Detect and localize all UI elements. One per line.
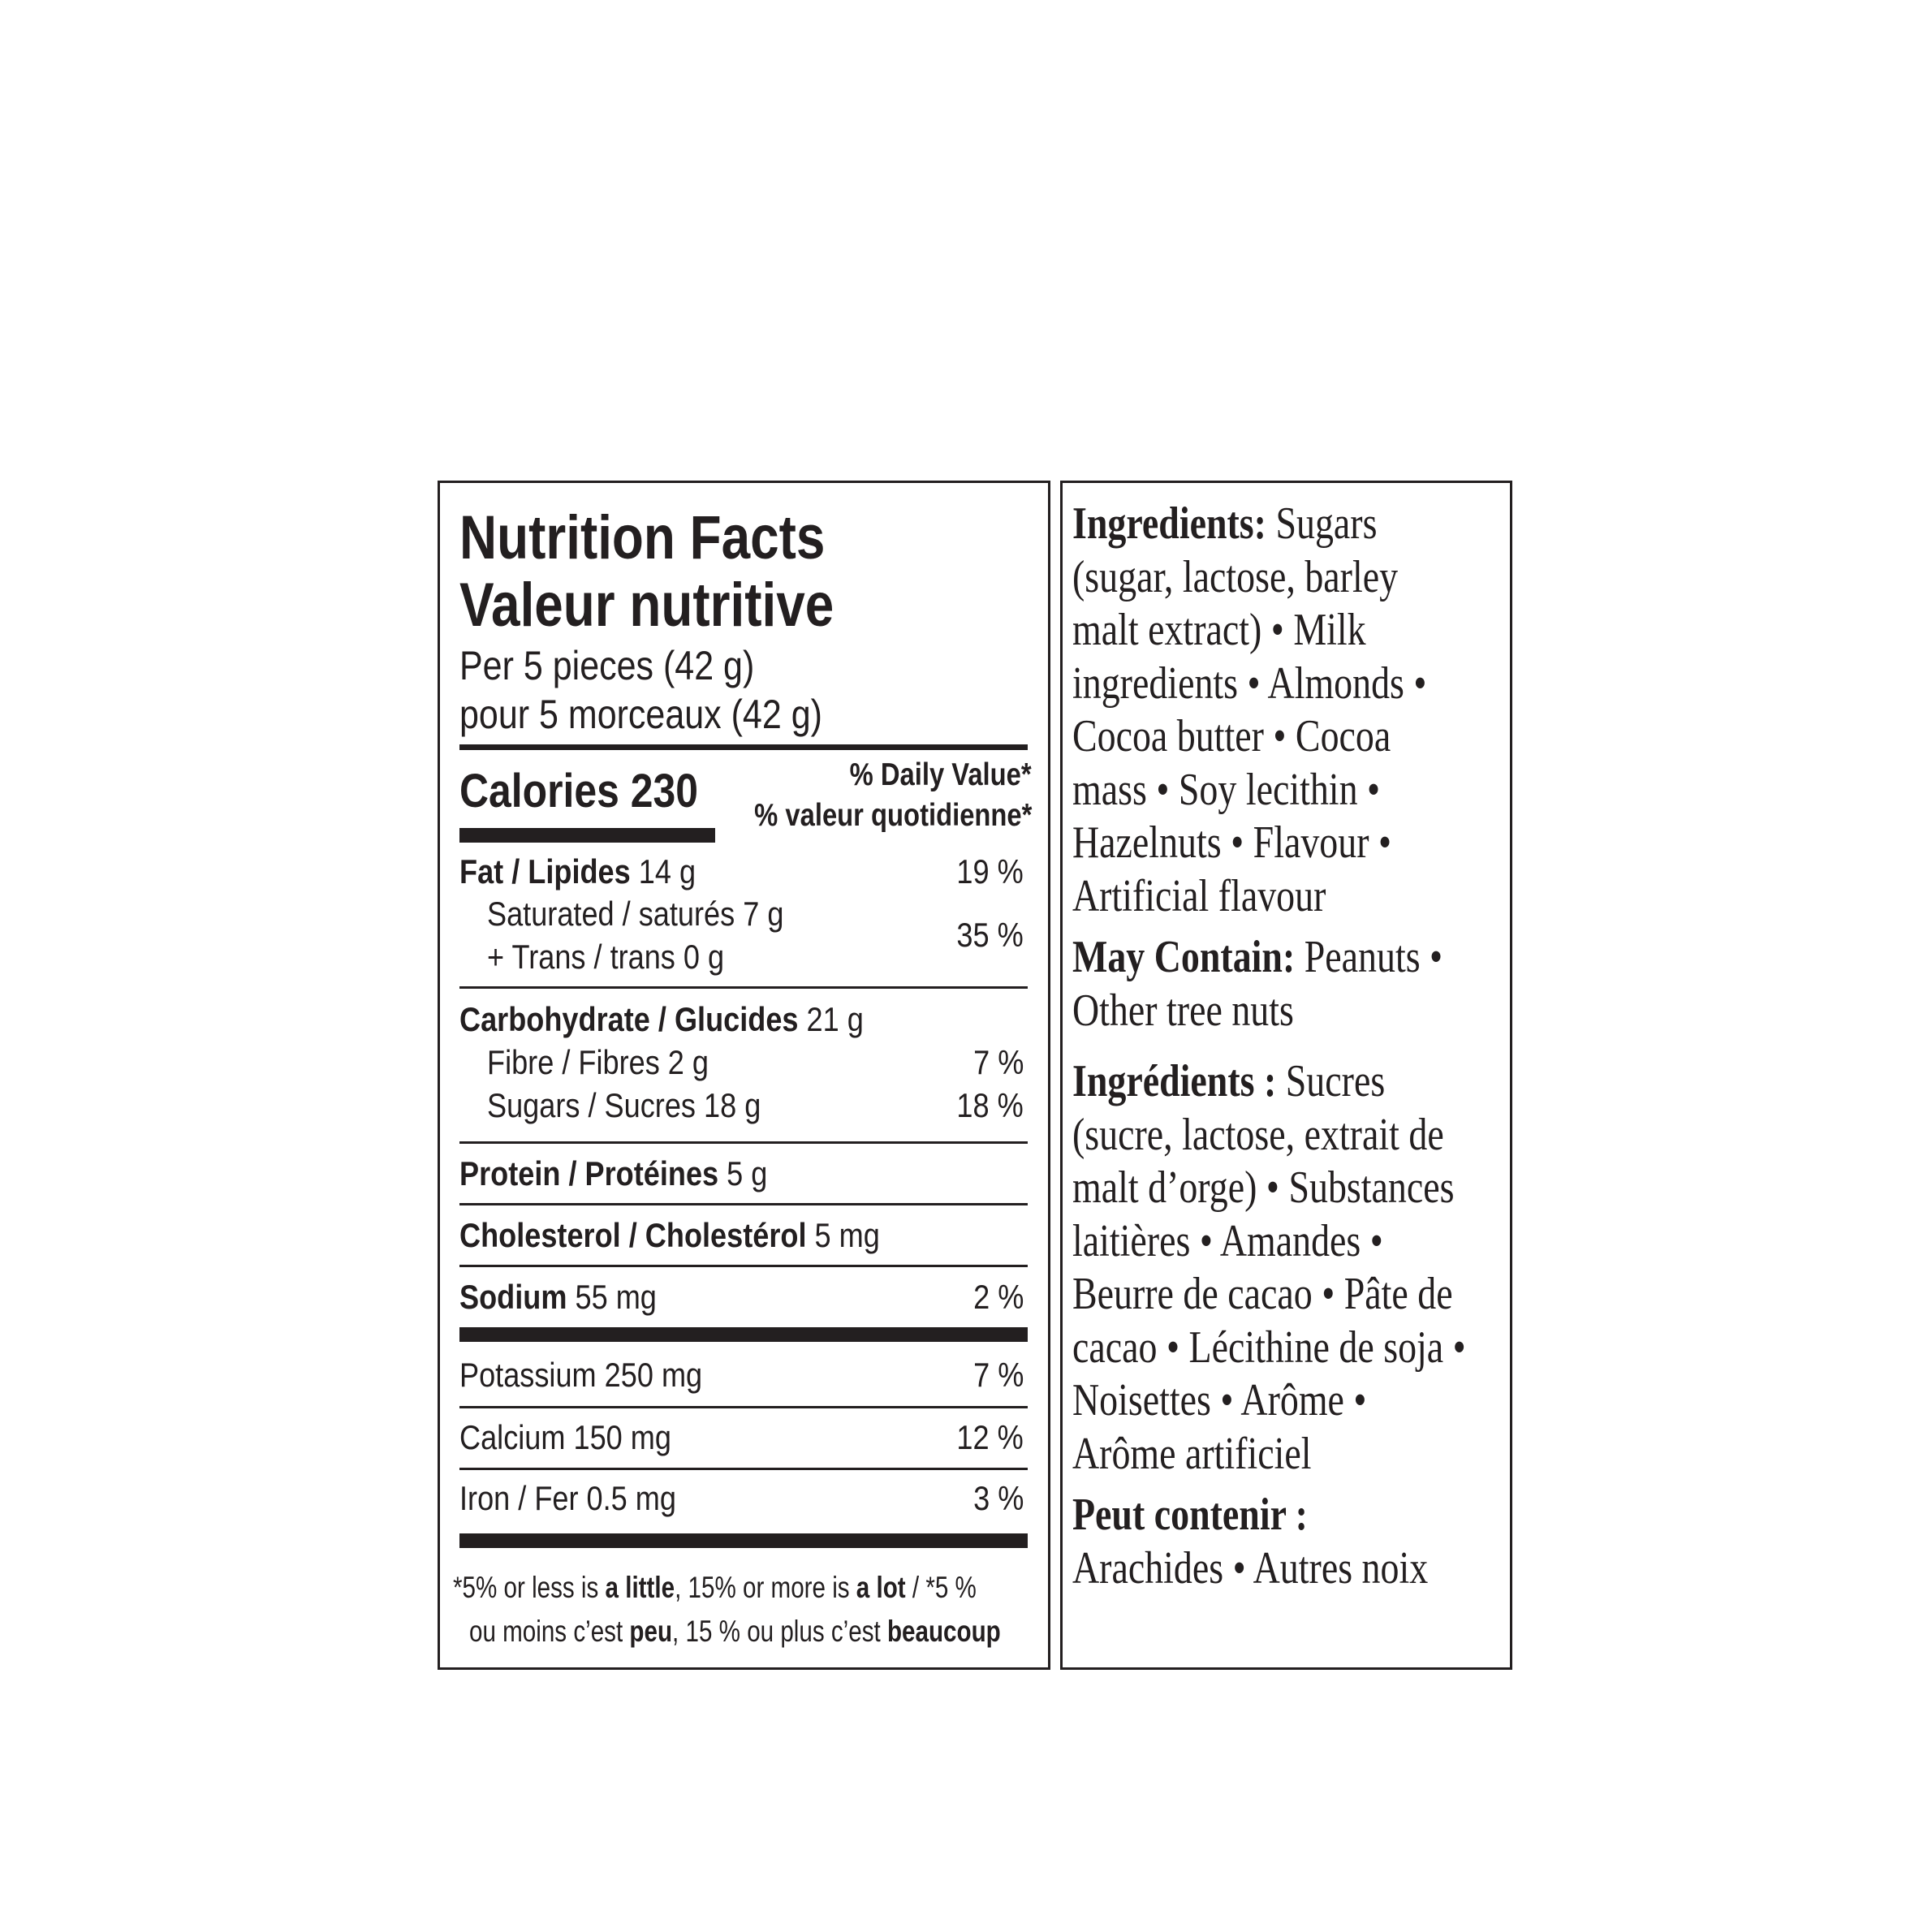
- footnote-bold: a lot: [856, 1571, 906, 1604]
- calcium-row: Calcium 150 mg: [459, 1418, 671, 1456]
- footnote-text: ou moins c’est: [469, 1615, 630, 1648]
- sodium-label: Sodium: [459, 1278, 567, 1316]
- divider-rule: [459, 1141, 1028, 1144]
- footnote-line-2: [469, 1616, 1001, 1646]
- cholesterol-label: Cholesterol / Cholestérol: [459, 1216, 807, 1254]
- sodium-amount: 55 mg: [575, 1278, 657, 1316]
- ingredients-en-text: Sugars (sugar, lactose, barley malt extract) • Milk ingredients • Almonds • Cocoa butter • Cocoa mass • Soy lecithin • Hazelnuts • Flavour • Artificial flavour: [1072, 498, 1427, 921]
- sugars-row: Sugars / Sucres 18 g: [487, 1086, 761, 1124]
- fat-row: [459, 852, 696, 891]
- may-contain-en-label: May Contain:: [1072, 932, 1296, 982]
- protein-amount: 5 g: [727, 1154, 768, 1192]
- cholesterol-row: [459, 1218, 880, 1253]
- may-contain-en-text: Peanuts • Other tree nuts: [1072, 932, 1443, 1036]
- daily-value-header-fr: % valeur quotidienne*: [753, 798, 1032, 833]
- saturated-row: Saturated / saturés 7 g: [487, 895, 784, 933]
- protein-row: [459, 1154, 768, 1192]
- may-contain-fr-label: Peut contenir :: [1072, 1490, 1308, 1540]
- title-fr: Valeur nutritive: [459, 571, 834, 640]
- calcium-dv: 12 %: [956, 1418, 1024, 1456]
- carbohydrate-label: Carbohydrate / Glucides: [459, 1000, 799, 1038]
- footnote-bold: a little: [605, 1571, 675, 1604]
- daily-value-header-en: % Daily Value*: [850, 757, 1032, 792]
- nutrition-facts-panel: [438, 481, 1050, 1670]
- divider-rule: [459, 1468, 1028, 1470]
- footnote-text: , 15 % ou plus c’est: [672, 1615, 887, 1648]
- calories-value: 230: [630, 765, 698, 817]
- calories-rule: [459, 828, 715, 843]
- fat-amount: 14 g: [638, 852, 696, 891]
- fat-label: Fat / Lipides: [459, 852, 631, 891]
- ingredients-fr-label: Ingrédients :: [1072, 1056, 1277, 1106]
- sodium-dv: 2 %: [972, 1278, 1024, 1316]
- iron-dv: 3 %: [972, 1479, 1024, 1517]
- carbohydrate-row: [459, 1000, 864, 1038]
- footnote-bold: beaucoup: [886, 1615, 1001, 1648]
- divider-rule: [459, 744, 1028, 750]
- footnote-line-1: [453, 1572, 977, 1602]
- cholesterol-amount: 5 mg: [814, 1216, 880, 1254]
- ingredients-en-label: Ingredients:: [1072, 498, 1266, 549]
- title-en: Nutrition Facts: [459, 503, 826, 572]
- may-contain-fr-label-line: [1072, 1489, 1472, 1542]
- saturated-trans-dv: 35 %: [956, 916, 1024, 954]
- divider-rule: [459, 986, 1028, 989]
- divider-rule: [459, 1265, 1028, 1267]
- protein-label: Protein / Protéines: [459, 1154, 719, 1192]
- sugars-dv: 18 %: [956, 1086, 1024, 1124]
- ingredients-fr: [1072, 1055, 1472, 1481]
- iron-row: Iron / Fer 0.5 mg: [459, 1479, 676, 1517]
- divider-rule: [459, 1327, 1028, 1342]
- carbohydrate-amount: 21 g: [806, 1000, 864, 1038]
- may-contain-fr-text: Arachides • Autres noix: [1072, 1542, 1429, 1593]
- sodium-row: [459, 1280, 657, 1314]
- fat-dv: 19 %: [956, 852, 1024, 891]
- may-contain-en: [1072, 931, 1472, 1037]
- divider-rule: [459, 1203, 1028, 1205]
- footnote-text: / *5 %: [905, 1571, 977, 1604]
- ingredients-text-block: [1072, 498, 1472, 1595]
- potassium-dv: 7 %: [972, 1356, 1024, 1394]
- trans-row: + Trans / trans 0 g: [487, 938, 725, 976]
- calories-row: [459, 765, 698, 817]
- footnote-text: *5% or less is: [453, 1571, 606, 1604]
- calories-label: Calories: [459, 765, 619, 817]
- footnote-text: , 15% or more is: [675, 1571, 856, 1604]
- serving-size-fr: pour 5 morceaux (42 g): [459, 692, 822, 737]
- fibre-row: Fibre / Fibres 2 g: [487, 1043, 709, 1081]
- ingredients-en: [1072, 498, 1472, 923]
- divider-rule: [459, 1533, 1028, 1548]
- divider-rule: [459, 1406, 1028, 1408]
- fibre-dv: 7 %: [972, 1043, 1024, 1081]
- ingredients-panel: [1060, 481, 1512, 1670]
- footnote-bold: peu: [629, 1615, 673, 1648]
- serving-size-en: Per 5 pieces (42 g): [459, 643, 755, 688]
- ingredients-fr-text: Sucres (sucre, lactose, extrait de malt d’orge) • Substances laitières • Amandes • Beurre de cacao • Pâte de cacao • Lécithine de soja • Noisettes • Arôme • Arôme artificiel: [1072, 1056, 1466, 1479]
- potassium-row: Potassium 250 mg: [459, 1356, 703, 1394]
